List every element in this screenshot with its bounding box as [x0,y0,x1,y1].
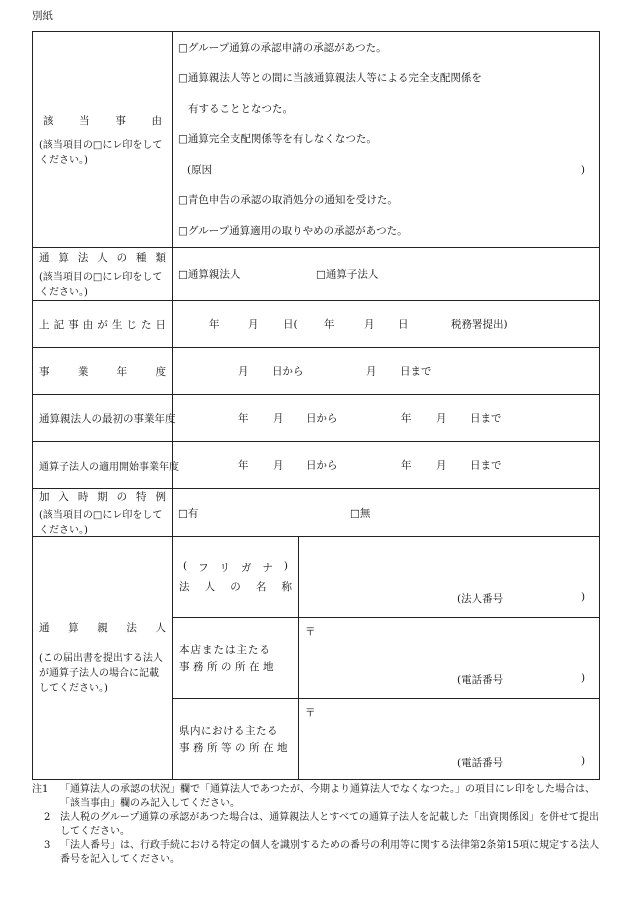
parent-label: 通 算 親 法 人 [39,622,166,634]
event-date-label-cell [33,301,173,348]
reason-option-full-control[interactable]: □通算親法人等との間に当該通算親法人等による完全支配関係を [178,72,482,85]
event-date-value[interactable]: 年 月 日( 年 月 日 税務署提出) [173,301,600,348]
tax-office-label: 税務署提出) [451,318,508,331]
parent-hq-label-cell: 本店または主たる 事務所の所在地 [173,618,299,699]
kind-option-parent[interactable]: □通算親法人 [178,268,241,281]
reason-cause[interactable]: (原因 ) [187,163,586,176]
footnote-3: 3 「法人番号」は、行政手続における特定の個人を識別するための番号の利用等に関する法律第2条第15項に規定する法人番号を記入してください。 [44,840,600,865]
parent-hq-value[interactable]: 〒 (電話番号 ) [299,618,600,699]
kind-options [173,248,600,301]
kind-label-cell [33,248,173,301]
row-parent-first-fy [33,395,600,442]
reason-label: 該 当 事 由 [43,115,162,127]
postal-mark: 〒 [305,626,316,638]
reason-option-approval[interactable]: □グループ通算の承認申請の承認があつた。 [178,41,387,54]
row-special-timing [33,489,600,537]
reason-option-withdrawal[interactable]: □グループ通算適用の取りやめの承認があつた。 [178,224,408,237]
parent-first-fy-label-cell [33,395,176,442]
notification-form-table [32,31,600,780]
fiscal-year-label: 事 業 年 度 [39,365,166,378]
reason-note: (該当項目の□にレ印をしてください。) [39,140,163,166]
fiscal-year-value[interactable]: 月 日から 月 日まで [173,348,600,395]
parent-note: (この届出書を提出する法人が通算子法人の場合に記載してください。) [39,653,163,694]
parent-name-value[interactable]: (法人番号 ) [299,537,600,618]
parent-label-cell [33,537,173,780]
parent-pref-label-cell: 県内における主たる 事務所等の所在地 [173,699,299,780]
event-date-label: 上 記 事 由 が 生 じ た 日 [39,318,166,331]
attachment-label: 別紙 [32,10,53,22]
special-option-yes[interactable]: □有 [178,507,199,519]
kind-note: (該当項目の□にレ印をしてください。) [39,272,163,298]
parent-name-label-cell [173,537,299,618]
footnote-2: 2 法人税のグループ通算の承認があつた場合は、通算親法人とすべての通算子法人を記載した「出資関係図」を併せて提出してください。 [44,812,599,837]
parent-first-fy-value[interactable]: 年 月 日から 年 月 日まで [173,395,600,442]
reason-option-lost-control[interactable]: □通算完全支配関係等を有しなくなつた。 [178,133,377,146]
row-kind [33,248,600,301]
child-start-fy-label-cell [33,442,179,489]
special-option-no[interactable]: □無 [350,507,371,519]
corp-name-label: 法 人 の 名 称 [179,581,292,593]
row-fiscal-year [33,348,600,395]
special-timing-label: 加 入 時 期 の 特 例 [39,491,166,503]
special-timing-options [173,489,600,537]
parent-first-fy-label: 通 算 親 法 人 の 最 初 の 事 業 年 度 [39,412,176,425]
furigana-label: ( フ リ ガ ナ ) [183,560,288,574]
postal-mark-2: 〒 [305,707,316,719]
row-parent-name [33,537,600,618]
parent-pref-value[interactable]: 〒 (電話番号 ) [299,699,600,780]
child-start-fy-label: 通 算 子 法 人 の 適 用 開 始 事 業 年 度 [39,461,179,473]
kind-label: 通 算 法 人 の 種 類 [39,252,166,264]
kind-option-child[interactable]: □通算子法人 [316,268,379,281]
reason-option-blue-revoked[interactable]: □青色申告の承認の取消処分の通知を受けた。 [178,194,398,207]
footnotes [32,783,602,867]
child-start-fy-value[interactable]: 年 月 日から 年 月 日まで [173,442,600,489]
reason-label-cell [33,32,173,248]
row-reason [33,32,600,248]
reason-options [173,32,600,248]
reason-option-full-control-cont: 有することとなつた。 [188,102,293,115]
row-event-date [33,301,600,348]
footnote-1: 注1 「通算法人の承認の状況」欄で「通算法人であつたが、今期より通算法人でなくなつた。」の項目にレ印をした場合は、「該当事由」欄のみ記入してください。 [32,784,595,809]
special-timing-label-cell [33,489,173,537]
special-timing-note: (該当項目の□にレ印をしてください。) [39,510,163,536]
row-child-start-fy [33,442,600,489]
fiscal-year-label-cell [33,348,173,395]
